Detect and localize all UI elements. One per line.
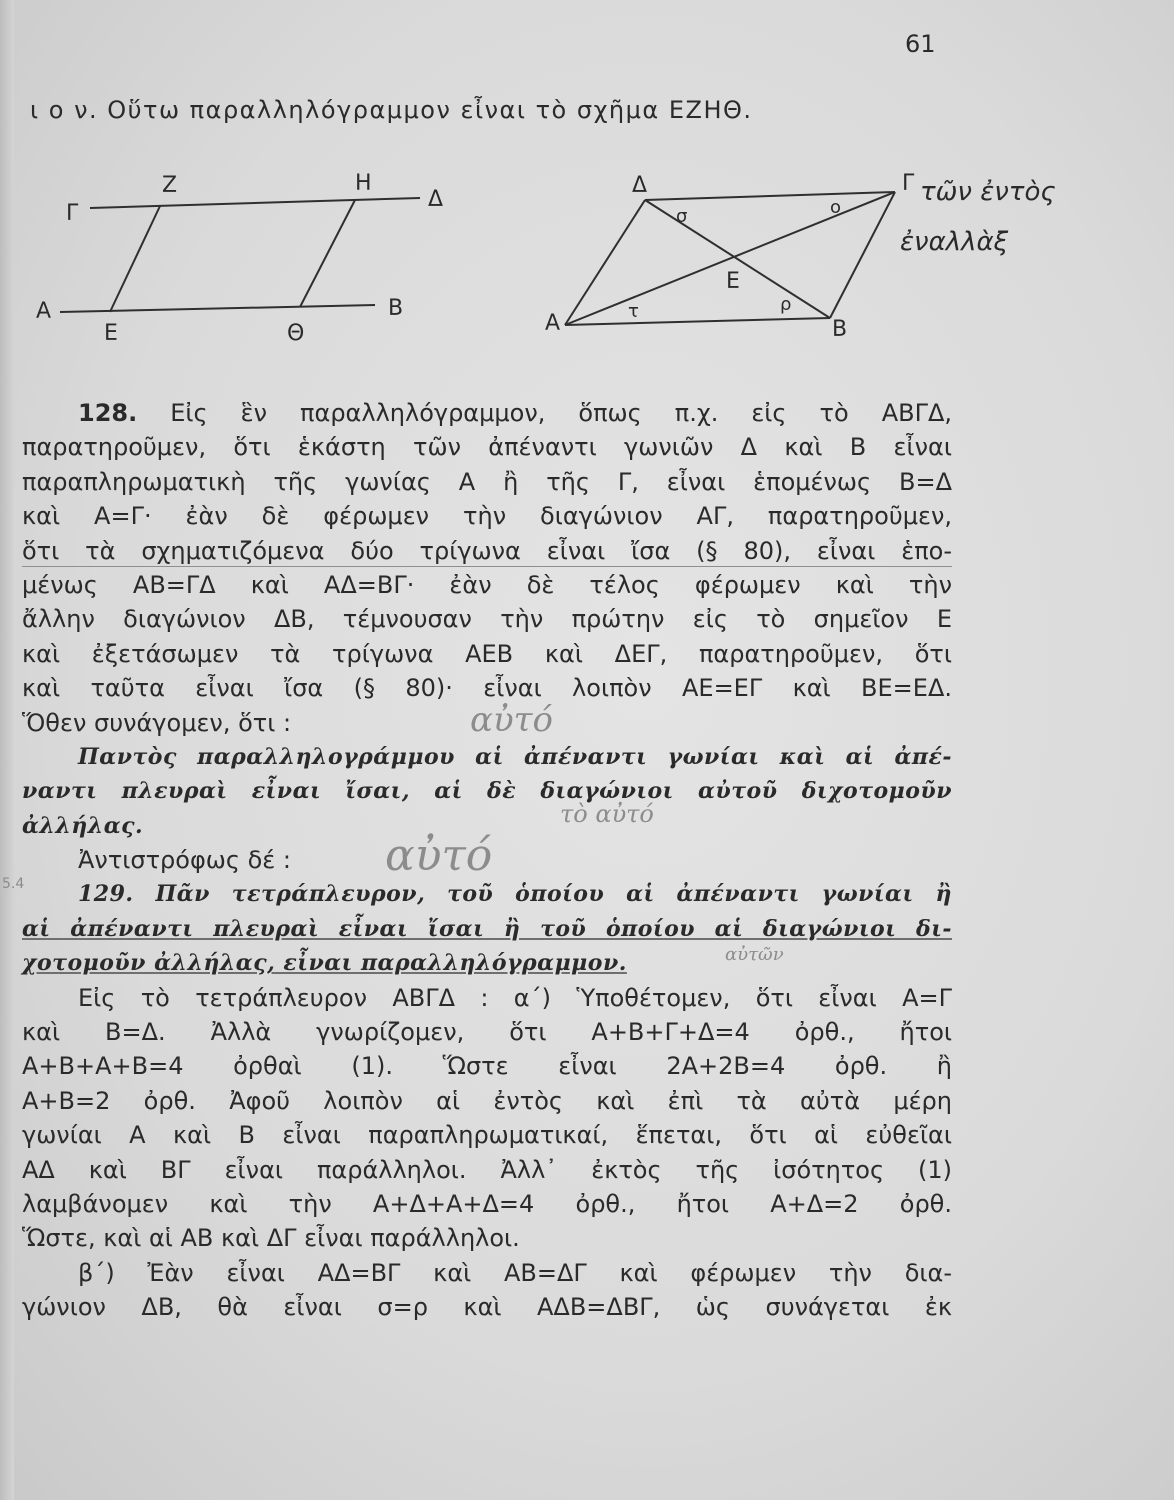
fig1-label-6: Θ — [287, 321, 305, 346]
fig1-label-4: Α — [36, 299, 52, 324]
p128-line-1: Εἰς ἓν παραλληλόγραμμον, ὅπως π.χ. εἰς τὸ ΑΒΓΔ, — [170, 399, 952, 427]
theorem1-line-3: ἀλλήλας. — [22, 812, 144, 839]
text-line — [22, 877, 952, 911]
proof-line-10: γώνιον ΔΒ, θὰ εἶναι σ=ρ καὶ ΑΔΒ=ΔΒΓ, ὡς συνάγεται ἐκ — [22, 1293, 952, 1322]
proof-line-3: Α+Β+Α+Β=4 ὀρθαὶ (1). Ὥστε εἶναι 2Α+2Β=4 ὀρθ. ἢ — [22, 1052, 952, 1081]
fig2-label-2: Α — [545, 311, 561, 336]
figure-parallelogram-abgd — [565, 192, 895, 325]
p128-line-10: Ὅθεν συνάγομεν, ὅτι : — [22, 708, 292, 737]
fig1-label-0: Γ — [66, 201, 79, 226]
handwritten-note-4: αὐτῶν — [725, 944, 784, 965]
fig1-label-5: Ε — [104, 321, 118, 346]
p128-line-5: ὅτι τὰ σχηματιζόμενα δύο τρίγωνα εἶναι ἴσα (§ 80), εἶναι ἑπο- — [22, 536, 952, 565]
fig1-label-3: Δ — [428, 187, 444, 212]
theorem2-line-2: αἱ ἀπέναντι πλευραὶ εἶναι ἴσαι ἢ τοῦ ὁποίου αἱ διαγώνιοι δι- — [22, 915, 952, 942]
section-number-128: 128. — [78, 399, 138, 427]
text-line — [22, 396, 952, 430]
fig2-label-1: Γ — [902, 171, 915, 196]
theorem2-line-3: χοτομοῦν ἀλλήλας, εἶναι παραλληλόγραμμον. — [22, 950, 627, 977]
fig1-label-1: Ζ — [162, 173, 178, 198]
fig2-diagonal-db — [645, 200, 830, 318]
fig2-label-3: Β — [832, 317, 848, 342]
fig2-side-dg — [645, 192, 895, 200]
marginal-note-line-2: ἐναλλὰξ — [900, 227, 1009, 257]
proof-line-9: β΄) Ἐὰν εἶναι ΑΔ=ΒΓ καὶ ΑΒ=ΔΓ καὶ φέρωμεν τὴν δια- — [78, 1258, 952, 1287]
fig2-angle-tau: τ — [628, 301, 639, 322]
page-number: 61 — [905, 30, 936, 58]
handwritten-note-2: τὸ αὐτό — [560, 800, 654, 828]
fig1-label-2: Η — [355, 171, 372, 196]
proof-line-6: ΑΔ καὶ ΒΓ εἶναι παράλληλοι. Ἀλλ᾽ ἐκτὸς τῆς ἰσότητος (1) — [22, 1155, 952, 1184]
fig1-bottom-line — [60, 305, 375, 312]
p128-line-4: καὶ Α=Γ· ἐὰν δὲ φέρωμεν τὴν διαγώνιον ΑΓ, παρατηροῦμεν, — [22, 502, 952, 531]
fig2-label-0: Δ — [632, 173, 648, 198]
p128-line-9: καὶ ταῦτα εἶναι ἴσα (§ 80)· εἶναι λοιπὸν ΑΕ=ΕΓ καὶ ΒΕ=ΕΔ. — [22, 674, 952, 703]
marginal-note-line-1: τῶν ἐντὸς — [920, 177, 1056, 207]
p128-line-6: μένως ΑΒ=ΓΔ καὶ ΑΔ=ΒΓ· ἐὰν δὲ τέλος φέρωμεν καὶ τὴν — [22, 570, 952, 599]
theorem1-line-1: Παντὸς παραλληλογράμμου αἱ ἀπέναντι γωνίαι καὶ αἱ ἀπέ- — [78, 743, 952, 770]
p128-line-8: καὶ ἐξετάσωμεν τὰ τρίγωνα ΑΕΒ καὶ ΔΕΓ, παρατηροῦμεν, ὅτι — [22, 639, 952, 668]
proof-line-8: Ὥστε, καὶ αἱ ΑΒ καὶ ΔΓ εἶναι παράλληλοι. — [22, 1224, 520, 1253]
figure-parallelogram-ezhth — [60, 198, 420, 312]
fig1-side-hth — [300, 200, 355, 307]
p128-line-7: ἄλλην διαγώνιον ΔΒ, τέμνουσαν τὴν πρώτην εἰς τὸ σημεῖον Ε — [22, 605, 952, 634]
section-number-129: 129. — [78, 881, 134, 908]
fig1-label-7: Β — [388, 296, 404, 321]
handwritten-note-1: αὐτό — [470, 700, 553, 740]
proof-line-1: Εἰς τὸ τετράπλευρον ΑΒΓΔ : α΄) Ὑποθέτομεν, ὅτι εἶναι Α=Γ — [78, 983, 952, 1012]
proof-line-4: Α+Β=2 ὀρθ. Ἀφοῦ λοιπὸν αἱ ἐντὸς καὶ ἐπὶ τὰ αὐτὰ μέρη — [22, 1086, 952, 1115]
conversely-line: Ἀντιστρόφως δέ : — [78, 846, 291, 875]
pencil-underline — [22, 566, 952, 567]
fig2-angle-omicron: ο — [830, 197, 842, 218]
theorem2-line-1: Πᾶν τετράπλευρον, τοῦ ὁποίου αἱ ἀπέναντι γωνίαι ἢ — [155, 881, 952, 908]
p128-line-2: παρατηροῦμεν, ὅτι ἑκάστη τῶν ἀπέναντι γωνιῶν Δ καὶ Β εἶναι — [22, 433, 952, 462]
fig1-side-ez — [110, 206, 160, 312]
fig2-side-ab — [565, 318, 830, 325]
proof-line-7: λαμβάνομεν καὶ τὴν Α+Δ+Α+Δ=4 ὀρθ., ἤτοι Α+Δ=2 ὀρθ. — [22, 1189, 952, 1218]
proof-line-5: γωνίαι Α καὶ Β εἶναι παραπληρωματικαί, ἕπεται, ὅτι αἱ εὐθεῖαι — [22, 1121, 952, 1150]
fig1-top-line — [90, 198, 420, 208]
fig2-angle-rho: ρ — [780, 294, 792, 315]
proof-line-2: καὶ Β=Δ. Ἀλλὰ γνωρίζομεν, ὅτι Α+Β+Γ+Δ=4 ὀρθ., ἤτοι — [22, 1018, 952, 1047]
p128-line-3: παραπληρωματικὴ τῆς γωνίας Α ἢ τῆς Γ, εἶναι ἑπομένως Β=Δ — [22, 467, 952, 496]
intro-line: ι ο ν. Οὕτω παραλληλόγραμμον εἶναι τὸ σχῆμα ΕΖΗΘ. — [30, 96, 753, 124]
handwritten-note-3: αὐτό — [385, 830, 493, 881]
fig2-angle-sigma: σ — [676, 206, 688, 227]
fig2-diagonal-ag — [565, 192, 895, 325]
fig2-label-4: Ε — [726, 269, 740, 294]
margin-mark: 5.4 — [2, 876, 25, 892]
figures — [0, 160, 1174, 360]
theorem1-line-2: ναντι πλευραὶ εἶναι ἴσαι, αἱ δὲ διαγώνιοι αὐτοῦ διχοτομοῦν — [22, 778, 952, 805]
